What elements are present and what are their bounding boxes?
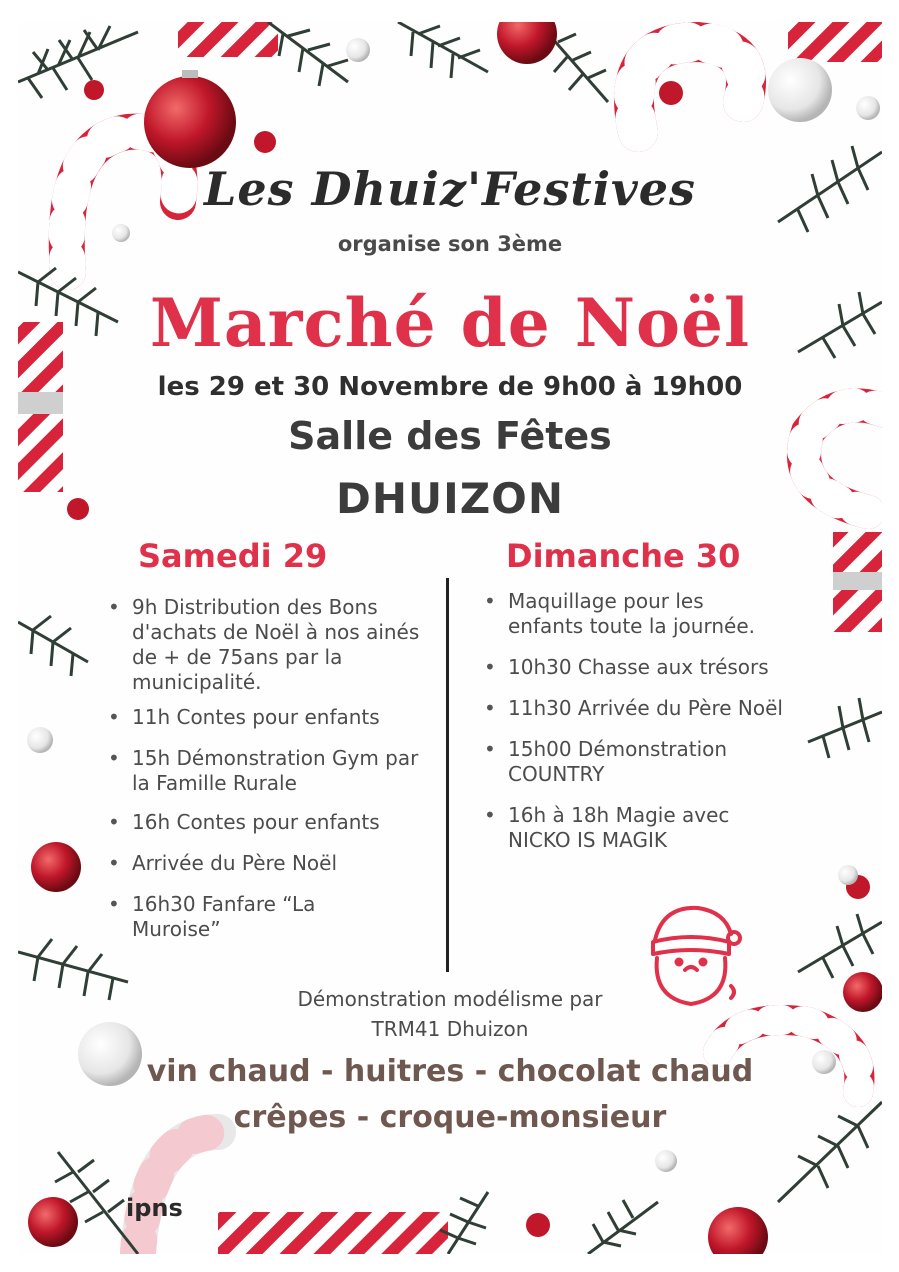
saturday-program — [108, 595, 428, 942]
program-item: • 11h Contes pour enfants — [108, 705, 428, 730]
sunday-program — [484, 589, 824, 853]
program-item: • 10h30 Chasse aux trésors — [484, 655, 824, 680]
subtitle: organise son 3ème — [337, 232, 563, 256]
gift-box-icon — [833, 532, 882, 632]
venue: Salle des Fêtes — [288, 414, 612, 458]
column-divider — [446, 578, 449, 972]
sunday-heading: Dimanche 30 — [506, 537, 741, 575]
program-item: • 11h30 Arrivée du Père Noël — [484, 696, 824, 721]
program-item: • 15h00 Démonstration COUNTRY — [484, 737, 768, 787]
town: DHUIZON — [335, 474, 565, 523]
modelisme-note — [18, 984, 882, 1044]
organizer-title: Les Dhuiz'Festives — [204, 162, 696, 216]
candy-cane-icon — [138, 1132, 218, 1252]
program-item: • 15h Démonstration Gym par la Famille Rurale — [108, 746, 428, 796]
program-item: • Maquillage pour les enfants toute la journée. — [484, 589, 768, 639]
food-line-1: vin chaud - huitres - chocolat chaud — [146, 1054, 754, 1089]
poster — [18, 22, 882, 1254]
event-headline: Marché de Noël — [149, 284, 751, 362]
program-item: • 16h à 18h Magie avec NICKO IS MAGIK — [484, 803, 768, 853]
program-item: • Arrivée du Père Noël — [108, 851, 428, 876]
program-item: • 16h30 Fanfare “La Muroise” — [108, 892, 352, 942]
ipns-mark: ipns — [126, 1194, 183, 1222]
event-dates: les 29 et 30 Novembre de 9h00 à 19h00 — [157, 372, 743, 402]
modelisme-line-1: Démonstration modélisme par — [297, 987, 603, 1011]
program-item: • 16h Contes pour enfants — [108, 810, 428, 835]
modelisme-line-2: TRM41 Dhuizon — [371, 1017, 529, 1041]
candy-cane-icon — [634, 42, 746, 132]
saturday-heading: Samedi 29 — [138, 537, 328, 575]
food-line-2: crêpes - croque-monsieur — [233, 1100, 667, 1135]
program-item: • 9h Distribution des Bons d'achats de Noël à nos ainés de + de 75ans par la municipalité. — [108, 595, 428, 695]
